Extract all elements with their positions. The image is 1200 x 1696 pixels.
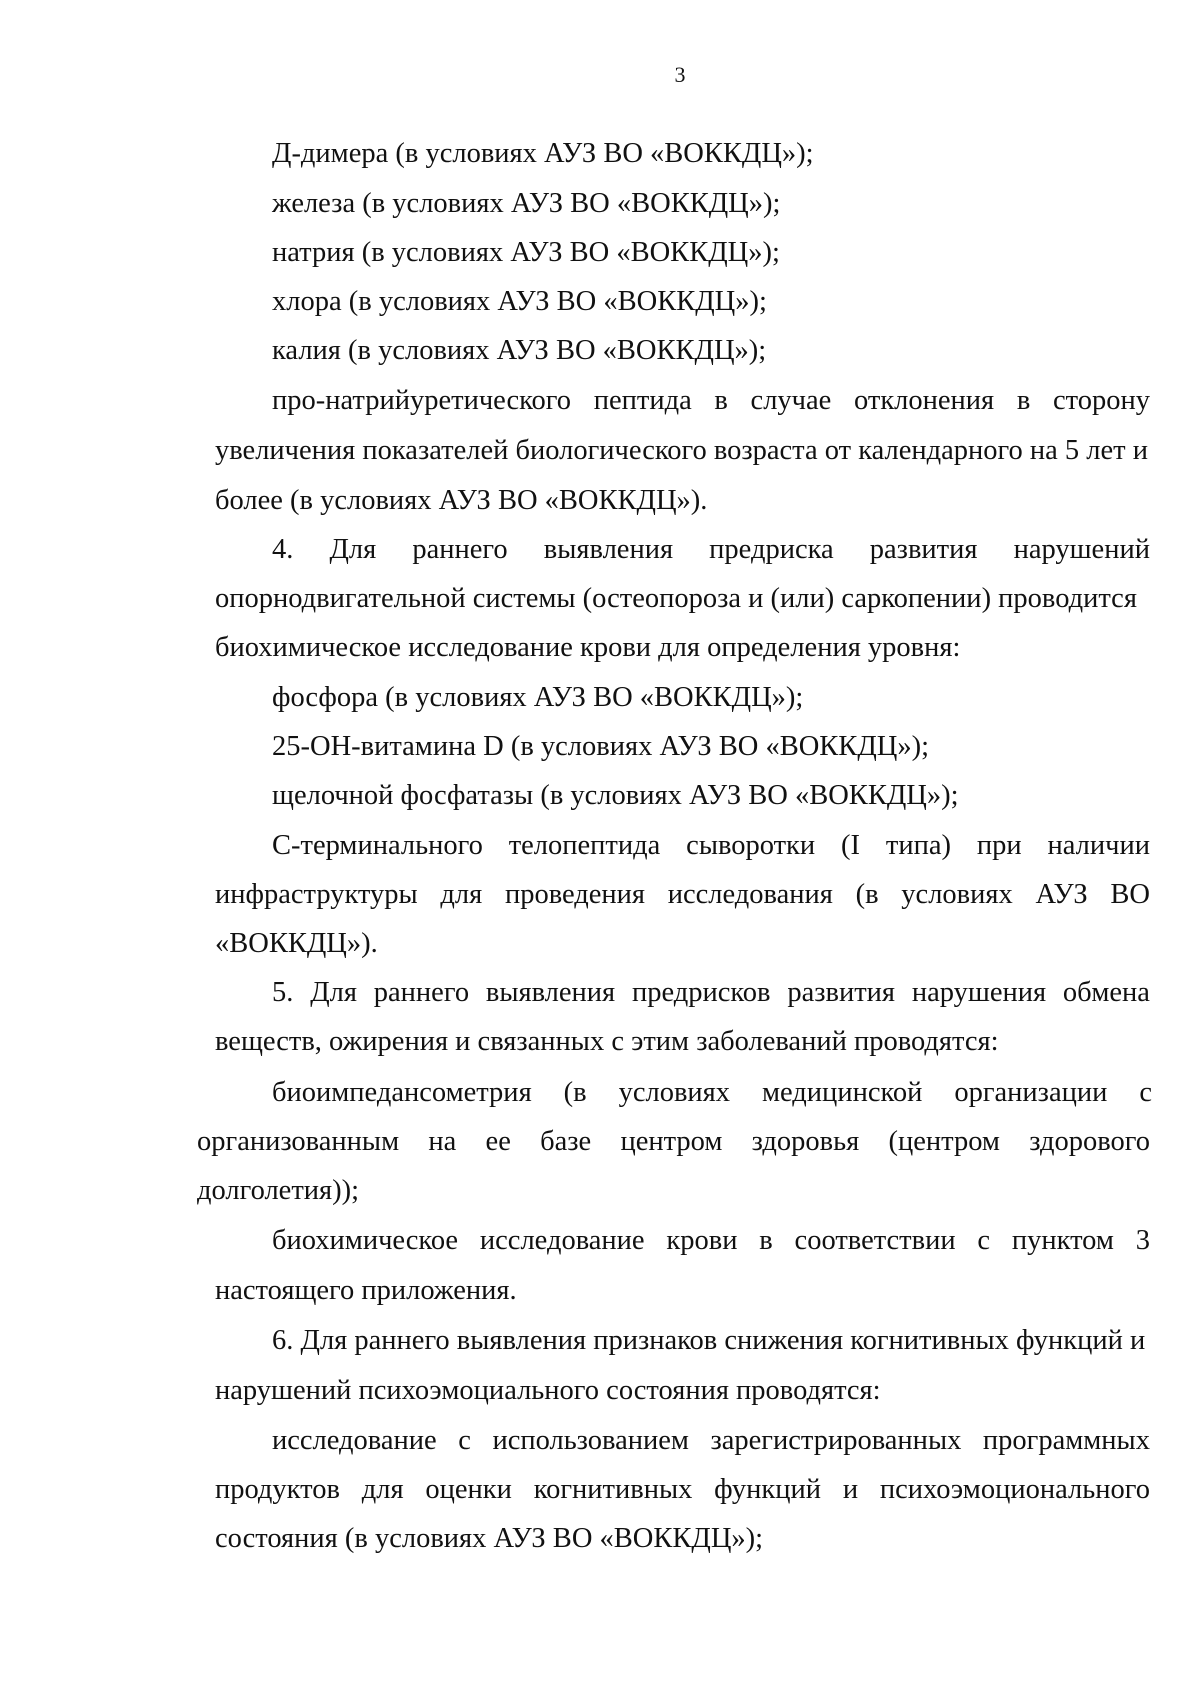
word: с	[977, 1225, 991, 1256]
word: и	[842, 1474, 859, 1505]
word: исследование	[479, 1225, 645, 1256]
word: про-натрийуретического	[272, 385, 572, 416]
word: телопептида	[508, 830, 661, 861]
line-phosphorus: фосфора (в условиях АУЗ ВО «ВОККДЦ»);	[272, 682, 804, 713]
line-d-dimer: Д-димера (в условиях АУЗ ВО «ВОККДЦ»);	[272, 138, 814, 169]
line-biochemical-point	[272, 1223, 1150, 1259]
word: пептида	[593, 385, 692, 416]
word: случае	[750, 385, 832, 416]
word: крови	[666, 1225, 738, 1256]
word: сыворотки	[686, 830, 816, 861]
word: в	[1016, 385, 1031, 416]
word: продуктов	[215, 1474, 340, 1505]
word: биохимическое	[272, 1225, 459, 1256]
word: при	[976, 830, 1022, 861]
word: для	[361, 1474, 404, 1505]
word: для	[440, 879, 483, 910]
word: 5.	[272, 977, 294, 1008]
word: выявления	[485, 977, 616, 1008]
line-products	[215, 1472, 1150, 1508]
word: (в	[855, 879, 879, 910]
word: зарегистрированных	[710, 1425, 962, 1456]
word: выявления	[543, 534, 674, 565]
word: С-терминального	[272, 830, 483, 861]
word: соответствии	[794, 1225, 956, 1256]
line-alkaline-phosphatase: щелочной фосфатазы (в условиях АУЗ ВО «ВОККДЦ»);	[272, 780, 959, 811]
word: Для	[310, 977, 357, 1008]
line-biological-age: увеличения показателей биологического возраста от календарного на 5 лет и	[215, 435, 1149, 466]
line-bioimpedance	[272, 1075, 1152, 1111]
word: условиях	[618, 1077, 731, 1108]
line-sodium: натрия (в условиях АУЗ ВО «ВОККДЦ»);	[272, 237, 780, 268]
word: пунктом	[1011, 1225, 1114, 1256]
line-vokkdc: «ВОККДЦ»).	[215, 928, 378, 959]
line-appendix: настоящего приложения.	[215, 1275, 517, 1306]
word: исследование	[272, 1425, 437, 1456]
word: исследования	[667, 879, 833, 910]
word: центром	[620, 1126, 723, 1157]
word: медицинской	[762, 1077, 923, 1108]
line-iron: железа (в условиях АУЗ ВО «ВОККДЦ»);	[272, 188, 781, 219]
word: условиях	[901, 879, 1013, 910]
word: развития	[869, 534, 978, 565]
word: когнитивных	[533, 1474, 693, 1505]
word: оценки	[425, 1474, 512, 1505]
word: (в	[563, 1077, 587, 1108]
line-chlorine: хлора (в условиях АУЗ ВО «ВОККДЦ»);	[272, 286, 767, 317]
word: 4.	[272, 534, 294, 565]
line-potassium: калия (в условиях АУЗ ВО «ВОККДЦ»);	[272, 335, 767, 366]
line-psychoemotional: нарушений психоэмоциального состояния проводятся:	[215, 1375, 881, 1406]
word: (I	[841, 830, 861, 861]
line-health-center	[197, 1124, 1150, 1160]
paragraph-6-heading: 6. Для раннего выявления признаков снижения когнитивных функций и	[272, 1325, 1146, 1356]
word: здорового	[1029, 1126, 1150, 1157]
word: раннего	[373, 977, 470, 1008]
word: использованием	[492, 1425, 689, 1456]
word: на	[428, 1126, 457, 1157]
word: в	[759, 1225, 773, 1256]
line-longevity: долголетия));	[197, 1175, 360, 1206]
word: АУЗ	[1035, 879, 1088, 910]
line-more: более (в условиях АУЗ ВО «ВОККДЦ»).	[215, 485, 708, 516]
word: инфраструктуры	[215, 879, 418, 910]
word: типа)	[885, 830, 952, 861]
paragraph-5-heading	[272, 975, 1150, 1011]
word: (центром	[888, 1126, 1000, 1157]
word: 3	[1135, 1225, 1150, 1256]
word: в	[714, 385, 728, 416]
line-vitamin-d: 25-ОН-витамина D (в условиях АУЗ ВО «ВОККДЦ»);	[272, 731, 930, 762]
word: программных	[982, 1425, 1150, 1456]
line-infrastructure	[215, 877, 1150, 913]
word: Для	[329, 534, 377, 565]
line-natriuretic-peptide	[272, 383, 1150, 419]
line-condition: состояния (в условиях АУЗ ВО «ВОККДЦ»);	[215, 1523, 764, 1554]
word: психоэмоционального	[879, 1474, 1150, 1505]
word: биоимпедансометрия	[272, 1077, 532, 1108]
word: базе	[540, 1126, 592, 1157]
word: развития	[787, 977, 896, 1008]
word: отклонения	[853, 385, 995, 416]
word: раннего	[412, 534, 508, 565]
word: обмена	[1062, 977, 1150, 1008]
word: функций	[714, 1474, 822, 1505]
word: предрисков	[631, 977, 771, 1008]
page-number: 3	[674, 62, 686, 87]
word: сторону	[1052, 385, 1150, 416]
line-musculoskeletal: опорнодвигательной системы (остеопороза и (или) саркопении) проводится	[215, 583, 1137, 614]
word: проведения	[504, 879, 646, 910]
word: организации	[954, 1077, 1108, 1108]
word: с	[1139, 1077, 1152, 1108]
line-research	[272, 1423, 1150, 1459]
word: нарушения	[911, 977, 1047, 1008]
word: здоровья	[751, 1126, 860, 1157]
paragraph-4-heading	[272, 532, 1150, 568]
word: предриска	[709, 534, 834, 565]
word: ее	[485, 1126, 511, 1157]
word: с	[458, 1425, 471, 1456]
word: нарушений	[1013, 534, 1150, 565]
line-c-terminal	[272, 828, 1150, 864]
line-biochemical-level: биохимическое исследование крови для определения уровня:	[215, 632, 961, 663]
word: наличии	[1047, 830, 1150, 861]
line-obesity: веществ, ожирения и связанных с этим заболеваний проводятся:	[215, 1026, 999, 1057]
word: ВО	[1110, 879, 1150, 910]
word: организованным	[197, 1126, 400, 1157]
